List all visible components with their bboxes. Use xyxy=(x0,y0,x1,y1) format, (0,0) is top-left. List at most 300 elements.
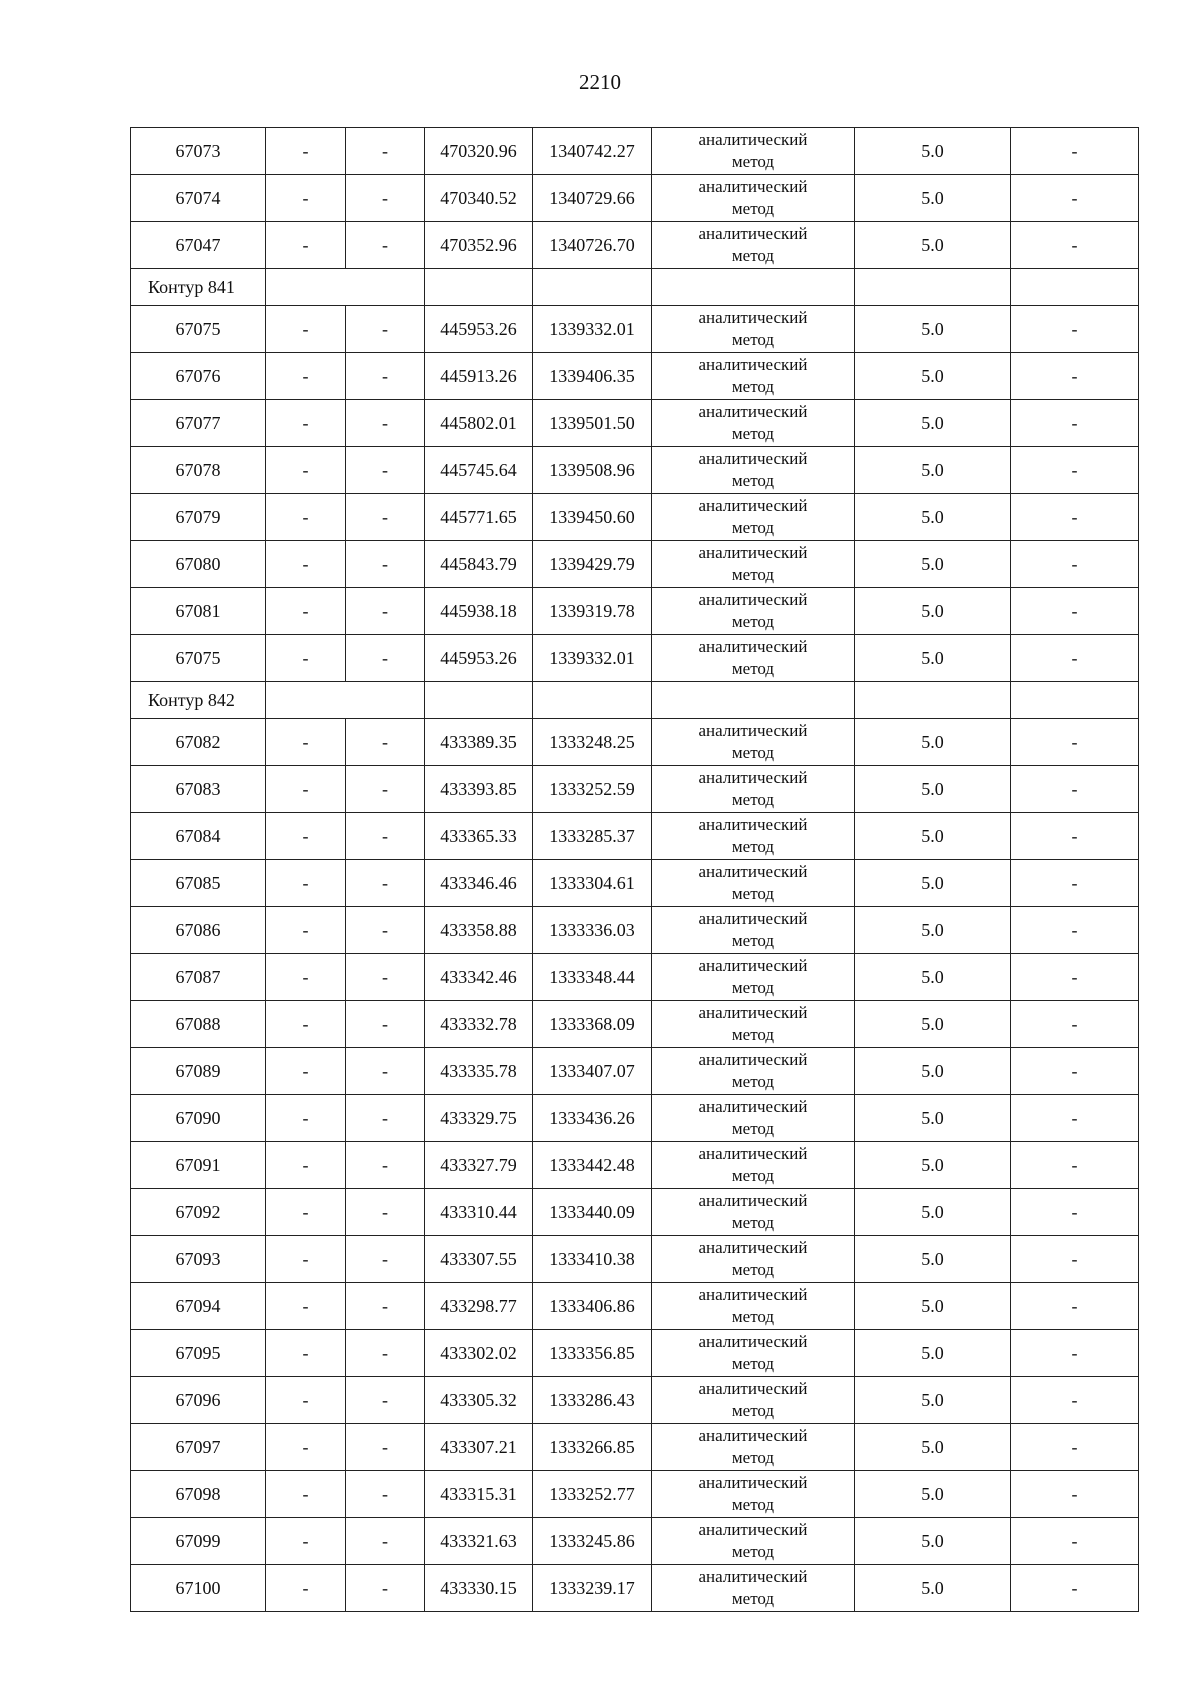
accuracy-cell: 5.0 xyxy=(855,175,1011,222)
method-text: метод xyxy=(731,424,775,443)
method-text: аналитический xyxy=(698,543,808,562)
table-row xyxy=(131,1095,1139,1142)
dash-cell: - xyxy=(266,541,346,588)
x-coordinate-cell: 470340.52 xyxy=(425,175,533,222)
y-coordinate-cell: 1333245.86 xyxy=(533,1518,652,1565)
method-cell xyxy=(652,1095,855,1142)
method-cell xyxy=(652,494,855,541)
method-cell xyxy=(652,1001,855,1048)
dash-cell: - xyxy=(1011,1283,1139,1330)
dash-cell: - xyxy=(346,588,425,635)
dash-cell: - xyxy=(266,588,346,635)
accuracy-cell: 5.0 xyxy=(855,353,1011,400)
dash-cell: - xyxy=(1011,1330,1139,1377)
method-text: метод xyxy=(731,1260,775,1279)
method-cell xyxy=(652,128,855,175)
method-cell xyxy=(652,222,855,269)
empty-cell xyxy=(652,682,855,719)
y-coordinate-cell: 1333336.03 xyxy=(533,907,652,954)
method-text: аналитический xyxy=(698,308,808,327)
method-text: аналитический xyxy=(698,130,808,149)
method-cell xyxy=(652,400,855,447)
method-cell xyxy=(652,306,855,353)
method-cell xyxy=(652,447,855,494)
method-cell xyxy=(652,813,855,860)
x-coordinate-cell: 433327.79 xyxy=(425,1142,533,1189)
y-coordinate-cell: 1333436.26 xyxy=(533,1095,652,1142)
dash-cell: - xyxy=(266,1095,346,1142)
y-coordinate-cell: 1339406.35 xyxy=(533,353,652,400)
method-text: метод xyxy=(731,931,775,950)
method-text: метод xyxy=(731,790,775,809)
dash-cell: - xyxy=(266,1377,346,1424)
y-coordinate-cell: 1339429.79 xyxy=(533,541,652,588)
coordinates-table xyxy=(130,127,1139,1612)
dash-cell: - xyxy=(346,128,425,175)
method-cell xyxy=(652,1377,855,1424)
method-text: метод xyxy=(731,884,775,903)
method-text: аналитический xyxy=(698,1191,808,1210)
dash-cell: - xyxy=(346,635,425,682)
y-coordinate-cell: 1339319.78 xyxy=(533,588,652,635)
point-id-cell: 67100 xyxy=(131,1565,266,1612)
accuracy-cell: 5.0 xyxy=(855,766,1011,813)
y-coordinate-cell: 1339332.01 xyxy=(533,635,652,682)
accuracy-cell: 5.0 xyxy=(855,1048,1011,1095)
method-text: аналитический xyxy=(698,224,808,243)
dash-cell: - xyxy=(1011,1518,1139,1565)
method-text: аналитический xyxy=(698,956,808,975)
point-id-cell: 67078 xyxy=(131,447,266,494)
table-row xyxy=(131,1189,1139,1236)
method-text: метод xyxy=(731,1401,775,1420)
x-coordinate-cell: 433307.55 xyxy=(425,1236,533,1283)
accuracy-cell: 5.0 xyxy=(855,128,1011,175)
point-id-cell: 67080 xyxy=(131,541,266,588)
empty-cell xyxy=(855,269,1011,306)
point-id-cell: 67047 xyxy=(131,222,266,269)
x-coordinate-cell: 433335.78 xyxy=(425,1048,533,1095)
empty-cell xyxy=(1011,682,1139,719)
table-row xyxy=(131,1142,1139,1189)
dash-cell: - xyxy=(1011,447,1139,494)
method-text: метод xyxy=(731,518,775,537)
dash-cell: - xyxy=(1011,813,1139,860)
table-row xyxy=(131,860,1139,907)
dash-cell: - xyxy=(266,175,346,222)
accuracy-cell: 5.0 xyxy=(855,1518,1011,1565)
table-row xyxy=(131,222,1139,269)
y-coordinate-cell: 1333286.43 xyxy=(533,1377,652,1424)
x-coordinate-cell: 433302.02 xyxy=(425,1330,533,1377)
method-text: аналитический xyxy=(698,1473,808,1492)
method-text: аналитический xyxy=(698,1332,808,1351)
dash-cell: - xyxy=(266,907,346,954)
method-text: метод xyxy=(731,1448,775,1467)
x-coordinate-cell: 445953.26 xyxy=(425,306,533,353)
dash-cell: - xyxy=(1011,719,1139,766)
accuracy-cell: 5.0 xyxy=(855,1189,1011,1236)
method-text: метод xyxy=(731,978,775,997)
dash-cell: - xyxy=(1011,541,1139,588)
dash-cell: - xyxy=(346,306,425,353)
x-coordinate-cell: 433307.21 xyxy=(425,1424,533,1471)
method-text: аналитический xyxy=(698,1520,808,1539)
empty-cell xyxy=(533,269,652,306)
empty-cell xyxy=(425,269,533,306)
point-id-cell: 67084 xyxy=(131,813,266,860)
y-coordinate-cell: 1340726.70 xyxy=(533,222,652,269)
empty-cell xyxy=(652,269,855,306)
method-text: метод xyxy=(731,1589,775,1608)
method-cell xyxy=(652,1518,855,1565)
table-row xyxy=(131,1424,1139,1471)
y-coordinate-cell: 1333239.17 xyxy=(533,1565,652,1612)
dash-cell: - xyxy=(346,353,425,400)
method-text: аналитический xyxy=(698,1426,808,1445)
accuracy-cell: 5.0 xyxy=(855,635,1011,682)
x-coordinate-cell: 433342.46 xyxy=(425,954,533,1001)
method-text: аналитический xyxy=(698,1050,808,1069)
point-id-cell: 67093 xyxy=(131,1236,266,1283)
dash-cell: - xyxy=(266,1236,346,1283)
method-cell xyxy=(652,1471,855,1518)
x-coordinate-cell: 445843.79 xyxy=(425,541,533,588)
method-text: метод xyxy=(731,1307,775,1326)
table-row xyxy=(131,1377,1139,1424)
method-text: аналитический xyxy=(698,355,808,374)
accuracy-cell: 5.0 xyxy=(855,1471,1011,1518)
y-coordinate-cell: 1333406.86 xyxy=(533,1283,652,1330)
dash-cell: - xyxy=(346,907,425,954)
table-row xyxy=(131,447,1139,494)
dash-cell: - xyxy=(1011,400,1139,447)
method-text: метод xyxy=(731,1354,775,1373)
y-coordinate-cell: 1339508.96 xyxy=(533,447,652,494)
method-cell xyxy=(652,766,855,813)
point-id-cell: 67074 xyxy=(131,175,266,222)
point-id-cell: 67094 xyxy=(131,1283,266,1330)
empty-cell xyxy=(533,682,652,719)
empty-cell xyxy=(425,682,533,719)
x-coordinate-cell: 433305.32 xyxy=(425,1377,533,1424)
dash-cell: - xyxy=(346,1001,425,1048)
dash-cell: - xyxy=(266,954,346,1001)
method-text: аналитический xyxy=(698,1144,808,1163)
method-cell xyxy=(652,954,855,1001)
method-text: метод xyxy=(731,1119,775,1138)
table-row xyxy=(131,766,1139,813)
x-coordinate-cell: 433310.44 xyxy=(425,1189,533,1236)
dash-cell: - xyxy=(1011,128,1139,175)
method-text: аналитический xyxy=(698,590,808,609)
method-cell xyxy=(652,860,855,907)
dash-cell: - xyxy=(1011,1001,1139,1048)
method-cell xyxy=(652,1189,855,1236)
method-text: метод xyxy=(731,1166,775,1185)
dash-cell: - xyxy=(1011,1565,1139,1612)
dash-cell: - xyxy=(266,494,346,541)
accuracy-cell: 5.0 xyxy=(855,1142,1011,1189)
x-coordinate-cell: 433365.33 xyxy=(425,813,533,860)
table-row xyxy=(131,635,1139,682)
y-coordinate-cell: 1333304.61 xyxy=(533,860,652,907)
method-text: аналитический xyxy=(698,1238,808,1257)
method-cell xyxy=(652,353,855,400)
dash-cell: - xyxy=(266,1565,346,1612)
y-coordinate-cell: 1333442.48 xyxy=(533,1142,652,1189)
method-text: метод xyxy=(731,246,775,265)
x-coordinate-cell: 445802.01 xyxy=(425,400,533,447)
dash-cell: - xyxy=(266,1471,346,1518)
point-id-cell: 67090 xyxy=(131,1095,266,1142)
y-coordinate-cell: 1333368.09 xyxy=(533,1001,652,1048)
dash-cell: - xyxy=(346,954,425,1001)
method-text: метод xyxy=(731,1213,775,1232)
method-text: метод xyxy=(731,659,775,678)
x-coordinate-cell: 433346.46 xyxy=(425,860,533,907)
method-text: метод xyxy=(731,471,775,490)
accuracy-cell: 5.0 xyxy=(855,1565,1011,1612)
method-cell xyxy=(652,588,855,635)
point-id-cell: 67095 xyxy=(131,1330,266,1377)
dash-cell: - xyxy=(266,1189,346,1236)
point-id-cell: 67081 xyxy=(131,588,266,635)
y-coordinate-cell: 1333407.07 xyxy=(533,1048,652,1095)
accuracy-cell: 5.0 xyxy=(855,860,1011,907)
x-coordinate-cell: 470320.96 xyxy=(425,128,533,175)
dash-cell: - xyxy=(1011,222,1139,269)
table-row xyxy=(131,1001,1139,1048)
dash-cell: - xyxy=(266,1048,346,1095)
y-coordinate-cell: 1333410.38 xyxy=(533,1236,652,1283)
dash-cell: - xyxy=(1011,1424,1139,1471)
method-text: метод xyxy=(731,1025,775,1044)
dash-cell: - xyxy=(266,1001,346,1048)
accuracy-cell: 5.0 xyxy=(855,1330,1011,1377)
point-id-cell: 67096 xyxy=(131,1377,266,1424)
table-row xyxy=(131,719,1139,766)
method-text: метод xyxy=(731,152,775,171)
point-id-cell: 67075 xyxy=(131,635,266,682)
dash-cell: - xyxy=(1011,1471,1139,1518)
table-row xyxy=(131,1236,1139,1283)
dash-cell: - xyxy=(1011,907,1139,954)
contour-label: Контур 842 xyxy=(131,682,266,719)
dash-cell: - xyxy=(1011,494,1139,541)
method-text: метод xyxy=(731,837,775,856)
x-coordinate-cell: 433358.88 xyxy=(425,907,533,954)
accuracy-cell: 5.0 xyxy=(855,719,1011,766)
dash-cell: - xyxy=(1011,353,1139,400)
method-cell xyxy=(652,1142,855,1189)
method-cell xyxy=(652,1236,855,1283)
dash-cell: - xyxy=(1011,1377,1139,1424)
dash-cell: - xyxy=(346,860,425,907)
empty-cell xyxy=(855,682,1011,719)
y-coordinate-cell: 1333248.25 xyxy=(533,719,652,766)
point-id-cell: 67098 xyxy=(131,1471,266,1518)
dash-cell: - xyxy=(1011,306,1139,353)
accuracy-cell: 5.0 xyxy=(855,400,1011,447)
table-row xyxy=(131,1471,1139,1518)
table-row xyxy=(131,954,1139,1001)
method-text: аналитический xyxy=(698,1379,808,1398)
method-text: метод xyxy=(731,1542,775,1561)
accuracy-cell: 5.0 xyxy=(855,1283,1011,1330)
dash-cell: - xyxy=(266,306,346,353)
x-coordinate-cell: 433315.31 xyxy=(425,1471,533,1518)
dash-cell: - xyxy=(346,1283,425,1330)
method-text: аналитический xyxy=(698,637,808,656)
accuracy-cell: 5.0 xyxy=(855,1001,1011,1048)
x-coordinate-cell: 433389.35 xyxy=(425,719,533,766)
y-coordinate-cell: 1340729.66 xyxy=(533,175,652,222)
method-text: метод xyxy=(731,199,775,218)
x-coordinate-cell: 445913.26 xyxy=(425,353,533,400)
dash-cell: - xyxy=(266,719,346,766)
dash-cell: - xyxy=(266,400,346,447)
point-id-cell: 67076 xyxy=(131,353,266,400)
dash-cell: - xyxy=(1011,1048,1139,1095)
dash-cell: - xyxy=(266,1283,346,1330)
page-number: 2210 xyxy=(579,70,621,94)
method-text: аналитический xyxy=(698,449,808,468)
method-cell xyxy=(652,1424,855,1471)
y-coordinate-cell: 1340742.27 xyxy=(533,128,652,175)
table-row xyxy=(131,1518,1139,1565)
point-id-cell: 67077 xyxy=(131,400,266,447)
accuracy-cell: 5.0 xyxy=(855,907,1011,954)
x-coordinate-cell: 433330.15 xyxy=(425,1565,533,1612)
y-coordinate-cell: 1333285.37 xyxy=(533,813,652,860)
y-coordinate-cell: 1339332.01 xyxy=(533,306,652,353)
x-coordinate-cell: 445938.18 xyxy=(425,588,533,635)
table-row xyxy=(131,1048,1139,1095)
dash-cell: - xyxy=(1011,766,1139,813)
accuracy-cell: 5.0 xyxy=(855,447,1011,494)
accuracy-cell: 5.0 xyxy=(855,588,1011,635)
dash-cell: - xyxy=(1011,588,1139,635)
dash-cell: - xyxy=(266,128,346,175)
method-text: метод xyxy=(731,743,775,762)
dash-cell: - xyxy=(346,447,425,494)
dash-cell: - xyxy=(1011,635,1139,682)
method-text: аналитический xyxy=(698,1285,808,1304)
dash-cell: - xyxy=(346,766,425,813)
dash-cell: - xyxy=(346,222,425,269)
x-coordinate-cell: 470352.96 xyxy=(425,222,533,269)
dash-cell: - xyxy=(1011,954,1139,1001)
y-coordinate-cell: 1333252.59 xyxy=(533,766,652,813)
method-text: аналитический xyxy=(698,1097,808,1116)
point-id-cell: 67086 xyxy=(131,907,266,954)
method-cell xyxy=(652,541,855,588)
method-text: метод xyxy=(731,1072,775,1091)
method-text: аналитический xyxy=(698,721,808,740)
method-text: метод xyxy=(731,612,775,631)
dash-cell: - xyxy=(266,766,346,813)
x-coordinate-cell: 433321.63 xyxy=(425,1518,533,1565)
dash-cell: - xyxy=(266,860,346,907)
y-coordinate-cell: 1333356.85 xyxy=(533,1330,652,1377)
point-id-cell: 67073 xyxy=(131,128,266,175)
point-id-cell: 67091 xyxy=(131,1142,266,1189)
table-row xyxy=(131,306,1139,353)
x-coordinate-cell: 433332.78 xyxy=(425,1001,533,1048)
dash-cell: - xyxy=(1011,1095,1139,1142)
dash-cell: - xyxy=(1011,175,1139,222)
dash-cell: - xyxy=(266,1142,346,1189)
contour-header-row xyxy=(131,269,1139,306)
point-id-cell: 67099 xyxy=(131,1518,266,1565)
dash-cell: - xyxy=(1011,860,1139,907)
dash-cell: - xyxy=(266,1518,346,1565)
point-id-cell: 67082 xyxy=(131,719,266,766)
dash-cell: - xyxy=(1011,1236,1139,1283)
table-row xyxy=(131,494,1139,541)
method-text: метод xyxy=(731,565,775,584)
table-row xyxy=(131,588,1139,635)
method-cell xyxy=(652,907,855,954)
y-coordinate-cell: 1333252.77 xyxy=(533,1471,652,1518)
table-row xyxy=(131,1330,1139,1377)
dash-cell: - xyxy=(346,494,425,541)
empty-cell xyxy=(266,682,425,719)
table-row xyxy=(131,541,1139,588)
accuracy-cell: 5.0 xyxy=(855,1377,1011,1424)
dash-cell: - xyxy=(346,400,425,447)
table-row xyxy=(131,1565,1139,1612)
accuracy-cell: 5.0 xyxy=(855,306,1011,353)
dash-cell: - xyxy=(346,1377,425,1424)
dash-cell: - xyxy=(346,1330,425,1377)
method-text: аналитический xyxy=(698,1567,808,1586)
dash-cell: - xyxy=(1011,1142,1139,1189)
point-id-cell: 67079 xyxy=(131,494,266,541)
dash-cell: - xyxy=(346,1095,425,1142)
method-text: аналитический xyxy=(698,862,808,881)
empty-cell xyxy=(1011,269,1139,306)
accuracy-cell: 5.0 xyxy=(855,1095,1011,1142)
table-row xyxy=(131,907,1139,954)
dash-cell: - xyxy=(346,541,425,588)
method-text: аналитический xyxy=(698,177,808,196)
x-coordinate-cell: 445745.64 xyxy=(425,447,533,494)
method-text: аналитический xyxy=(698,496,808,515)
method-text: аналитический xyxy=(698,815,808,834)
dash-cell: - xyxy=(1011,1189,1139,1236)
dash-cell: - xyxy=(346,1424,425,1471)
point-id-cell: 67089 xyxy=(131,1048,266,1095)
accuracy-cell: 5.0 xyxy=(855,222,1011,269)
dash-cell: - xyxy=(266,1330,346,1377)
accuracy-cell: 5.0 xyxy=(855,494,1011,541)
point-id-cell: 67088 xyxy=(131,1001,266,1048)
x-coordinate-cell: 445771.65 xyxy=(425,494,533,541)
accuracy-cell: 5.0 xyxy=(855,541,1011,588)
dash-cell: - xyxy=(346,1142,425,1189)
method-text: метод xyxy=(731,377,775,396)
accuracy-cell: 5.0 xyxy=(855,1236,1011,1283)
dash-cell: - xyxy=(346,1236,425,1283)
y-coordinate-cell: 1339450.60 xyxy=(533,494,652,541)
method-cell xyxy=(652,719,855,766)
point-id-cell: 67075 xyxy=(131,306,266,353)
point-id-cell: 67085 xyxy=(131,860,266,907)
dash-cell: - xyxy=(346,1048,425,1095)
method-text: метод xyxy=(731,330,775,349)
